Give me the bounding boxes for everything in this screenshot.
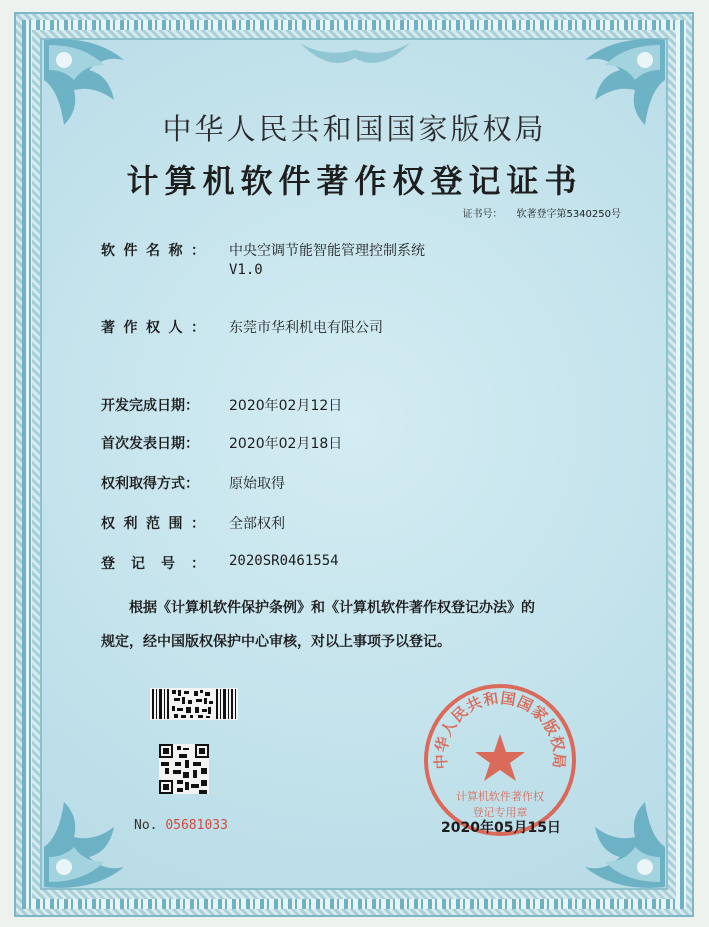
field-value: 东莞市华利机电有限公司: [229, 320, 383, 336]
top-ornament-icon: [290, 38, 420, 78]
barcode-icon: [150, 688, 238, 720]
field-value: 2020SR0461554: [229, 553, 339, 569]
statement-line-2: 规定，经中国版权保护中心审核，对以上事项予以登记。: [101, 634, 451, 650]
field-label: 开发完成日期：: [101, 398, 199, 414]
field-value: 原始取得: [229, 476, 285, 492]
seal-outer-text: 中华人民共和国国家版权局: [431, 688, 569, 770]
field-completion-date: [101, 395, 342, 415]
field-acquisition-method: [101, 473, 285, 493]
field-registration-no: [101, 553, 339, 573]
certificate-title: 计算机软件著作权登记证书: [126, 162, 583, 200]
field-copyright-holder: [101, 317, 383, 337]
field-value: 2020年02月18日: [229, 436, 343, 452]
certificate-number: [462, 205, 621, 220]
field-rights-scope: [101, 513, 285, 533]
issuer-title: 中华人民共和国国家版权局: [162, 112, 547, 146]
field-label: 登记号：: [101, 556, 205, 572]
field-label: 软件名称：: [101, 243, 205, 259]
corner-ornament-icon: [34, 777, 154, 897]
field-value: 2020年02月12日: [229, 398, 343, 414]
field-label: 首次发表日期：: [101, 436, 199, 452]
certificate-number-value: 软著登字第5340250号: [516, 209, 621, 220]
field-label: 权利范围：: [101, 516, 205, 532]
issue-date: 2020年05月15日: [441, 820, 561, 836]
star-icon: [475, 734, 525, 781]
statement-line-1: 根据《计算机软件保护条例》和《计算机软件著作权登记办法》的: [129, 600, 535, 616]
field-value: [229, 240, 425, 278]
certificate-number-label: 证书号：: [462, 209, 503, 220]
statement-paragraph: [101, 591, 631, 659]
serial-prefix: No.: [134, 818, 158, 833]
field-software-name: [101, 240, 425, 278]
qr-code-icon: [159, 744, 209, 794]
serial-number: [134, 818, 228, 833]
official-seal: [420, 680, 580, 840]
field-label: 权利取得方式：: [101, 476, 199, 492]
serial-number-value: 05681033: [165, 818, 228, 833]
seal-inner-line-1: 计算机软件著作权: [456, 790, 544, 803]
field-value: 全部权利: [229, 516, 285, 532]
software-version-value: V1.0: [229, 262, 263, 278]
software-name-value: 中央空调节能智能管理控制系统: [229, 243, 425, 259]
field-first-publish-date: [101, 433, 342, 453]
field-label: 著作权人：: [101, 320, 205, 336]
seal-inner-line-2: 登记专用章: [472, 806, 528, 819]
